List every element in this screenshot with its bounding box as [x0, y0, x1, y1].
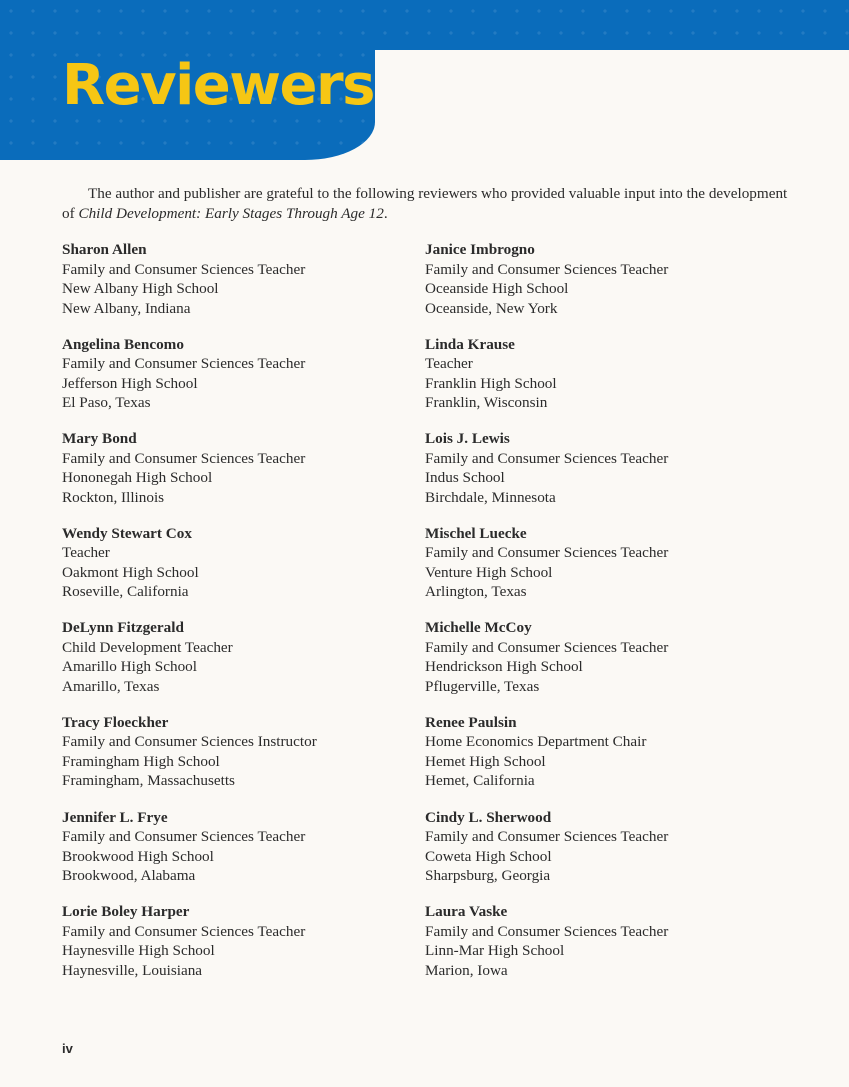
- reviewer-location: Birchdale, Minnesota: [425, 488, 556, 506]
- page-title: Reviewers: [62, 53, 374, 118]
- reviewer-name: Cindy L. Sherwood: [425, 808, 552, 826]
- reviewer-title: Teacher: [62, 544, 110, 562]
- reviewer-entry: [62, 524, 402, 619]
- reviewer-name: Michelle McCoy: [425, 619, 532, 637]
- reviewer-location: Amarillo, Texas: [62, 677, 160, 695]
- reviewer-school: Coweta High School: [425, 847, 552, 865]
- reviewer-title: Family and Consumer Sciences Teacher: [425, 544, 669, 562]
- page-number: iv: [62, 1041, 73, 1056]
- reviewer-title: Family and Consumer Sciences Teacher: [425, 922, 669, 940]
- reviewer-name: Sharon Allen: [62, 241, 147, 258]
- reviewer-entry: [62, 808, 402, 903]
- reviewer-name: Tracy Floeckher: [62, 713, 169, 731]
- reviewer-entry: [62, 618, 402, 713]
- reviewer-location: Franklin, Wisconsin: [425, 394, 548, 412]
- reviewer-location: Marion, Iowa: [425, 961, 508, 979]
- reviewer-location: New Albany, Indiana: [62, 299, 191, 317]
- reviewer-title: Child Development Teacher: [62, 638, 233, 656]
- reviewer-title: Family and Consumer Sciences Teacher: [425, 449, 669, 467]
- intro-text: The author and publisher are grateful to the following reviewers who provided valuable input into the development of: [62, 185, 788, 222]
- book-title: Child Development: Early Stages Through Age 12: [78, 205, 384, 222]
- reviewer-location: Hemet, California: [425, 772, 535, 790]
- reviewer-location: Framingham, Massachusetts: [62, 772, 235, 790]
- reviewer-title: Home Economics Department Chair: [425, 733, 647, 751]
- reviewer-school: Oakmont High School: [62, 563, 199, 581]
- reviewer-location: Brookwood, Alabama: [62, 867, 196, 885]
- reviewer-name: Laura Vaske: [425, 903, 508, 921]
- reviewer-entry: [62, 240, 402, 335]
- reviewer-name: Angelina Bencomo: [62, 335, 184, 353]
- reviewer-title: Family and Consumer Sciences Instructor: [62, 733, 317, 751]
- reviewer-school: Brookwood High School: [62, 847, 214, 865]
- reviewer-school: Hononegah High School: [62, 469, 213, 487]
- reviewer-location: El Paso, Texas: [62, 394, 151, 412]
- reviewer-school: Franklin High School: [425, 374, 557, 392]
- reviewer-name: Renee Paulsin: [425, 713, 517, 731]
- reviewer-school: New Albany High School: [62, 280, 219, 297]
- reviewer-entry: [425, 240, 765, 335]
- reviewer-location: Roseville, California: [62, 583, 189, 601]
- reviewer-location: Arlington, Texas: [425, 583, 527, 601]
- reviewer-name: Linda Krause: [425, 335, 515, 353]
- intro-text-end: .: [383, 205, 388, 222]
- reviewer-title: Family and Consumer Sciences Teacher: [62, 828, 306, 846]
- reviewer-entry: [62, 335, 402, 430]
- reviewer-name: Mary Bond: [62, 430, 137, 448]
- intro-paragraph: [62, 184, 792, 224]
- reviewer-name: Lorie Boley Harper: [62, 903, 190, 921]
- reviewer-name: Janice Imbrogno: [425, 241, 535, 258]
- reviewer-title: Family and Consumer Sciences Teacher: [62, 260, 306, 278]
- reviewer-title: Family and Consumer Sciences Teacher: [425, 638, 669, 656]
- reviewer-entry: [425, 902, 765, 997]
- reviewers-right-column: [425, 240, 765, 997]
- reviewer-entry: [425, 618, 765, 713]
- reviewer-location: Sharpsburg, Georgia: [425, 867, 551, 885]
- reviewer-entry: [425, 808, 765, 903]
- reviewer-school: Amarillo High School: [62, 658, 197, 676]
- reviewer-entry: [62, 902, 402, 997]
- reviewer-location: Oceanside, New York: [425, 299, 558, 317]
- reviewer-school: Linn-Mar High School: [425, 942, 565, 960]
- reviewer-school: Jefferson High School: [62, 374, 198, 392]
- reviewer-entry: [425, 713, 765, 808]
- reviewer-name: Lois J. Lewis: [425, 430, 510, 448]
- reviewer-title: Family and Consumer Sciences Teacher: [62, 355, 306, 373]
- reviewer-entry: [425, 335, 765, 430]
- reviewer-location: Pflugerville, Texas: [425, 677, 540, 695]
- reviewer-entry: [425, 429, 765, 524]
- reviewer-entry: [62, 429, 402, 524]
- reviewer-title: Family and Consumer Sciences Teacher: [425, 828, 669, 846]
- reviewer-title: Family and Consumer Sciences Teacher: [62, 922, 306, 940]
- reviewer-school: Haynesville High School: [62, 942, 215, 960]
- reviewer-location: Rockton, Illinois: [62, 488, 165, 506]
- reviewer-name: DeLynn Fitzgerald: [62, 619, 184, 637]
- reviewer-title: Family and Consumer Sciences Teacher: [62, 449, 306, 467]
- reviewer-name: Jennifer L. Frye: [62, 808, 168, 826]
- reviewer-title: Teacher: [425, 355, 473, 373]
- reviewer-school: Hendrickson High School: [425, 658, 583, 676]
- reviewer-school: Hemet High School: [425, 752, 546, 770]
- reviewer-school: Framingham High School: [62, 752, 220, 770]
- reviewer-school: Indus School: [425, 469, 505, 487]
- reviewer-name: Mischel Luecke: [425, 524, 527, 542]
- reviewer-location: Haynesville, Louisiana: [62, 961, 203, 979]
- reviewer-school: Oceanside High School: [425, 280, 569, 297]
- reviewer-entry: [425, 524, 765, 619]
- reviewer-title: Family and Consumer Sciences Teacher: [425, 260, 669, 278]
- reviewer-school: Venture High School: [425, 563, 553, 581]
- reviewer-name: Wendy Stewart Cox: [62, 524, 192, 542]
- reviewer-entry: [62, 713, 402, 808]
- reviewers-left-column: [62, 240, 402, 997]
